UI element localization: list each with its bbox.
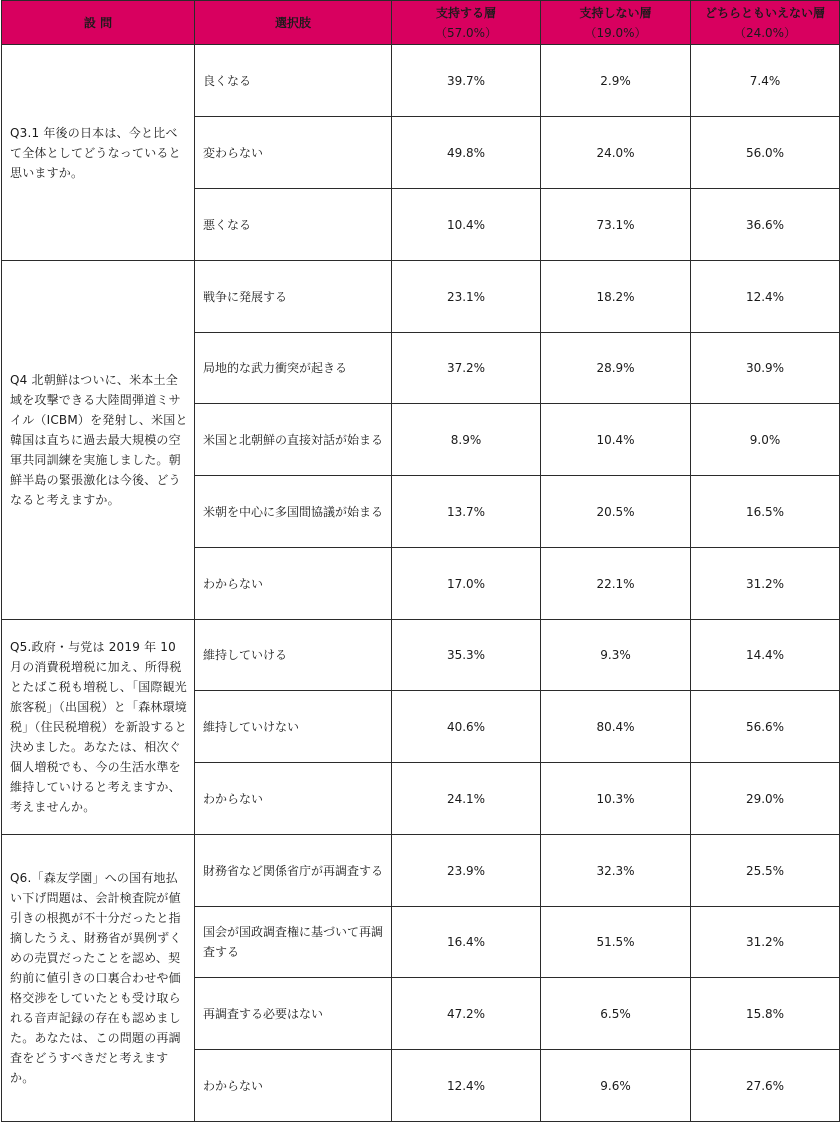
value-non-supporters: 2.9% xyxy=(541,45,691,117)
table-body xyxy=(2,45,840,1122)
value-non-supporters: 10.4% xyxy=(541,404,691,476)
option-label: わからない xyxy=(195,548,392,620)
value-neutral: 15.8% xyxy=(691,978,840,1050)
value-non-supporters: 28.9% xyxy=(541,333,691,404)
value-non-supporters: 80.4% xyxy=(541,691,691,763)
value-neutral: 12.4% xyxy=(691,261,840,333)
group-share: （24.0%） xyxy=(733,25,797,40)
value-supporters: 47.2% xyxy=(392,978,541,1050)
table-row xyxy=(2,835,840,907)
value-supporters: 8.9% xyxy=(392,404,541,476)
value-non-supporters: 32.3% xyxy=(541,835,691,907)
value-non-supporters: 9.3% xyxy=(541,620,691,691)
value-neutral: 36.6% xyxy=(691,189,840,261)
option-label: 変わらない xyxy=(195,117,392,189)
option-label: 悪くなる xyxy=(195,189,392,261)
group-label: どちらともいえない層 xyxy=(704,5,825,20)
value-neutral: 31.2% xyxy=(691,907,840,978)
option-label: わからない xyxy=(195,763,392,835)
q6-question-text: Q6.「森友学園」への国有地払い下げ問題は、会計検査院が値引きの根拠が不十分だったと指摘したうえ、財務省が異例ずくめの売買だったことを認め、契約前に値引きの口裏合わせや価格交渉をしていたとも受け取られる音声記録の存在も認めました。あなたは、この問題の再調査をどうすべきだと考えますか。 xyxy=(2,835,195,1122)
option-label: 維持していけない xyxy=(195,691,392,763)
value-supporters: 10.4% xyxy=(392,189,541,261)
value-supporters: 16.4% xyxy=(392,907,541,978)
survey-results-table xyxy=(1,0,840,1122)
value-non-supporters: 24.0% xyxy=(541,117,691,189)
q4-question-text: Q4 北朝鮮はついに、米本土全域を攻撃できる大陸間弾道ミサイル（ICBM）を発射し、米国と韓国は直ちに過去最大規模の空軍共同訓練を実施しました。朝鮮半島の緊張激化は今後、どうなると考えますか。 xyxy=(2,261,195,620)
value-neutral: 30.9% xyxy=(691,333,840,404)
table-row xyxy=(2,45,840,117)
option-label: わからない xyxy=(195,1050,392,1122)
question-header: 設 問 xyxy=(2,1,195,45)
value-neutral: 9.0% xyxy=(691,404,840,476)
value-supporters: 17.0% xyxy=(392,548,541,620)
value-non-supporters: 73.1% xyxy=(541,189,691,261)
value-neutral: 27.6% xyxy=(691,1050,840,1122)
value-supporters: 37.2% xyxy=(392,333,541,404)
value-neutral: 56.6% xyxy=(691,691,840,763)
option-label: 財務省など関係省庁が再調査する xyxy=(195,835,392,907)
table-row xyxy=(2,261,840,333)
q5-question-text: Q5.政府・与党は 2019 年 10 月の消費税増税に加え、所得税とたばこ税も増税し、「国際観光旅客税」（出国税）と「森林環境税」（住民税増税）を新設すると決めました。あなたは、相次ぐ個人増税でも、今の生活水準を維持していけると考えますか、考えませんか。 xyxy=(2,620,195,835)
value-non-supporters: 22.1% xyxy=(541,548,691,620)
group-label: 支持しない層 xyxy=(579,5,652,20)
value-supporters: 23.9% xyxy=(392,835,541,907)
value-non-supporters: 20.5% xyxy=(541,476,691,548)
value-non-supporters: 6.5% xyxy=(541,978,691,1050)
option-label: 米国と北朝鮮の直接対話が始まる xyxy=(195,404,392,476)
group-header-supporters xyxy=(392,1,541,45)
value-neutral: 29.0% xyxy=(691,763,840,835)
table-row xyxy=(2,620,840,691)
value-non-supporters: 10.3% xyxy=(541,763,691,835)
value-neutral: 16.5% xyxy=(691,476,840,548)
option-label: 局地的な武力衝突が起きる xyxy=(195,333,392,404)
group-share: （57.0%） xyxy=(434,25,498,40)
group-label: 支持する層 xyxy=(435,5,496,20)
value-supporters: 39.7% xyxy=(392,45,541,117)
value-supporters: 49.8% xyxy=(392,117,541,189)
value-neutral: 14.4% xyxy=(691,620,840,691)
option-label: 良くなる xyxy=(195,45,392,117)
value-supporters: 23.1% xyxy=(392,261,541,333)
option-label: 再調査する必要はない xyxy=(195,978,392,1050)
value-supporters: 40.6% xyxy=(392,691,541,763)
group-header-neutral xyxy=(691,1,840,45)
group-share: （19.0%） xyxy=(584,25,647,40)
value-supporters: 12.4% xyxy=(392,1050,541,1122)
value-non-supporters: 51.5% xyxy=(541,907,691,978)
option-label: 国会が国政調査権に基づいて再調査する xyxy=(195,907,392,978)
group-header-non-supporters xyxy=(541,1,691,45)
header-row xyxy=(2,1,840,45)
option-label: 戦争に発展する xyxy=(195,261,392,333)
value-supporters: 35.3% xyxy=(392,620,541,691)
option-header: 選択肢 xyxy=(195,1,392,45)
value-neutral: 7.4% xyxy=(691,45,840,117)
option-label: 維持していける xyxy=(195,620,392,691)
value-supporters: 24.1% xyxy=(392,763,541,835)
value-neutral: 56.0% xyxy=(691,117,840,189)
option-label: 米朝を中心に多国間協議が始まる xyxy=(195,476,392,548)
value-neutral: 25.5% xyxy=(691,835,840,907)
value-non-supporters: 9.6% xyxy=(541,1050,691,1122)
value-supporters: 13.7% xyxy=(392,476,541,548)
value-neutral: 31.2% xyxy=(691,548,840,620)
value-non-supporters: 18.2% xyxy=(541,261,691,333)
q3-question-text: Q3.1 年後の日本は、今と比べて全体としてどうなっていると思いますか。 xyxy=(2,45,195,261)
